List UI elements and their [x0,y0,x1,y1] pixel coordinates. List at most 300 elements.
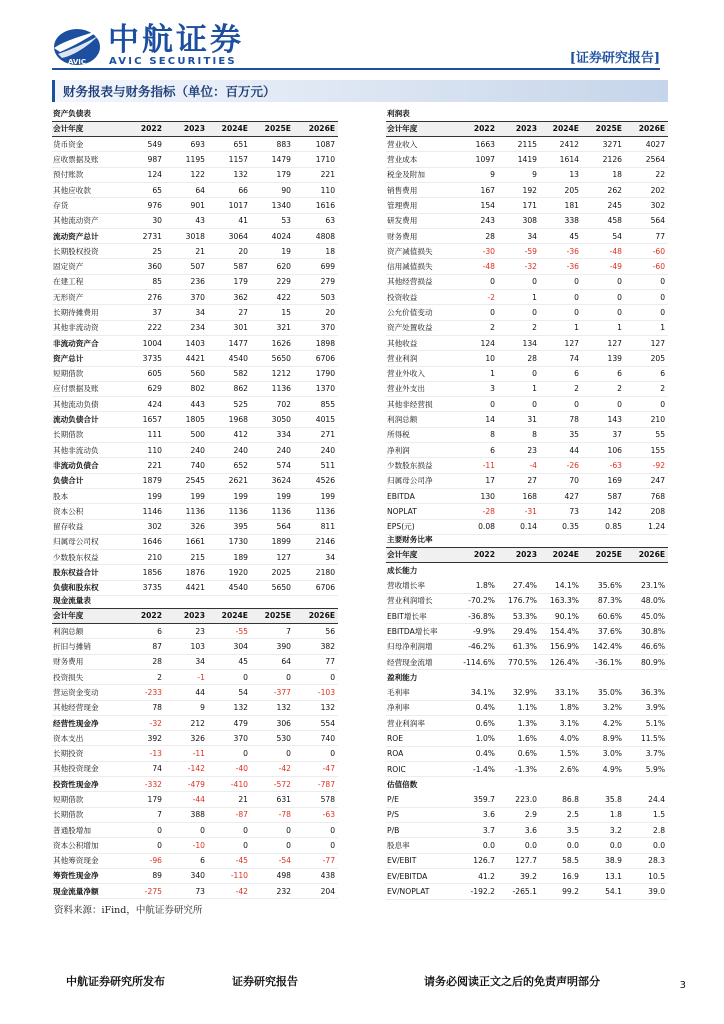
row-value: 90 [251,182,294,197]
table-row [386,504,668,519]
row-value: 0.0 [540,838,582,853]
row-value: 6 [122,624,165,639]
row-value: 770.5% [498,654,540,669]
table-row [52,792,338,807]
row-value: 0.14 [498,519,540,534]
page-number: 3 [679,980,686,991]
row-value: 77 [294,654,338,669]
row-label: 研发费用 [386,213,456,228]
row-value: 106 [582,443,625,458]
row-value: 392 [122,731,165,746]
table-section-row [386,777,668,792]
row-value: 4.0% [540,731,582,746]
row-value: 9 [165,700,208,715]
row-value: 127.7 [498,853,540,868]
row-value: 210 [625,412,668,427]
row-value: -110 [208,868,251,883]
row-value: 3.7 [456,823,498,838]
row-value: -114.6% [456,654,498,669]
row-value: 14.1% [540,578,582,593]
table-row [52,534,338,549]
row-value: 0 [625,397,668,412]
row-value: 6 [456,443,498,458]
row-label: 利润总额 [386,412,456,427]
row-value: 802 [165,381,208,396]
row-value: -47 [294,761,338,776]
row-value: 78 [122,700,165,715]
row-value: 3.6 [456,807,498,822]
row-value: -275 [122,884,165,899]
row-label: 营收增长率 [386,578,456,593]
row-value: 3.0% [582,746,625,761]
row-value: 1479 [251,152,294,167]
row-label: 信用减值损失 [386,259,456,274]
row-value: 15 [251,305,294,320]
row-value: 181 [540,198,582,213]
row-value: -9.9% [456,624,498,639]
row-value: 168 [498,488,540,503]
row-value: 39.0 [625,884,668,899]
row-label: 其他收益 [386,335,456,350]
row-value: 156.9% [540,639,582,654]
row-value: 262 [582,182,625,197]
row-value: 232 [251,884,294,899]
row-value: 0.0 [498,838,540,853]
row-label: 归属母公司权 [52,534,122,549]
table-header-row [386,121,668,136]
row-value: -233 [122,685,165,700]
row-value: 31 [498,412,540,427]
row-value: 4526 [294,473,338,488]
row-value: -2 [456,290,498,305]
row-value: 240 [165,443,208,458]
row-value: 1136 [165,504,208,519]
row-value: 243 [456,213,498,228]
brand-name-cn: 中航证券 [108,22,244,58]
row-value: 549 [122,137,165,152]
row-value: 1.8% [456,578,498,593]
row-value: 498 [251,868,294,883]
row-value: 24.4 [625,792,668,807]
table-row [386,716,668,731]
row-value: -60 [625,244,668,259]
row-value: -32 [122,715,165,730]
row-value: 1136 [294,504,338,519]
row-value: 199 [294,488,338,503]
table-row [52,305,338,320]
row-value: 1805 [165,412,208,427]
table-row [52,381,338,396]
row-value: 605 [122,366,165,381]
row-value: 54 [582,228,625,243]
row-value: 740 [165,458,208,473]
row-value: 0 [540,305,582,320]
row-value: 13 [540,167,582,182]
row-value: 652 [208,458,251,473]
row-value: 70 [540,473,582,488]
row-label: P/S [386,807,456,822]
row-value: 35.8 [582,792,625,807]
row-value: 204 [294,884,338,899]
row-label: 投资收益 [386,290,456,305]
row-value: 86.8 [540,792,582,807]
row-value: -78 [251,807,294,822]
header-year: 2026E [294,608,338,623]
row-value: 2115 [498,137,540,152]
row-value: 0 [582,305,625,320]
row-value: 0.0 [456,838,498,853]
row-value: 3050 [251,412,294,427]
table-row [386,427,668,442]
row-value: 127 [251,550,294,565]
row-value: 308 [498,213,540,228]
row-value: 3735 [122,580,165,595]
row-value: 130 [456,488,498,503]
row-label: 投资性现金净 [52,777,122,792]
row-value: 2731 [122,228,165,243]
row-value: 18 [582,167,625,182]
row-value: 1879 [122,473,165,488]
row-value: 2 [498,320,540,335]
row-label: 净利率 [386,700,456,715]
row-value: 34.1% [456,685,498,700]
row-value: 0 [294,746,338,761]
table-row [52,884,338,899]
row-value: -42 [251,761,294,776]
row-value: 479 [208,715,251,730]
row-value: 61.3% [498,639,540,654]
row-value: 276 [122,290,165,305]
row-value: 1856 [122,565,165,580]
row-value: 3064 [208,228,251,243]
row-value: 0.08 [456,519,498,534]
row-value: 0.6% [498,746,540,761]
row-value: 3624 [251,473,294,488]
table-row [52,731,338,746]
row-value: 1087 [294,137,338,152]
row-label: 预付账款 [52,167,122,182]
row-label: 非流动资产合 [52,335,122,350]
row-value: 4024 [251,228,294,243]
table-row [52,807,338,822]
row-value: 41 [208,213,251,228]
row-value: 438 [294,868,338,883]
row-value: 1898 [294,335,338,350]
row-value: 4808 [294,228,338,243]
row-value: 1097 [456,152,498,167]
row-value: 302 [122,519,165,534]
row-value: 179 [122,792,165,807]
row-value: 35.6% [582,578,625,593]
row-value: 0 [625,305,668,320]
row-label: 股东权益合计 [52,565,122,580]
row-value: 5650 [251,580,294,595]
row-value: 37.6% [582,624,625,639]
header-label: 会计年度 [386,121,456,136]
row-value: 22 [625,167,668,182]
row-value: 321 [251,320,294,335]
row-label: 营业外收入 [386,366,456,381]
row-value: 2412 [540,137,582,152]
header-year: 2024E [540,121,582,136]
row-value: 202 [625,182,668,197]
footer-doc-type: 证券研究报告 [232,975,298,988]
row-label: ROE [386,731,456,746]
row-value: 199 [165,488,208,503]
row-value: 80.9% [625,654,668,669]
row-label: 其他筹资现金 [52,853,122,868]
row-value: 127 [582,335,625,350]
header-year: 2025E [582,547,625,562]
row-value: 306 [251,715,294,730]
row-value: 171 [498,198,540,213]
table-title-row [52,593,338,608]
row-value: 45 [540,228,582,243]
row-value: 0 [540,290,582,305]
row-value: 30 [122,213,165,228]
row-value: 36.3% [625,685,668,700]
row-value: -11 [165,746,208,761]
row-value: 2.6% [540,761,582,776]
row-label: 投资损失 [52,669,122,684]
row-value: 2.5 [540,807,582,822]
row-value: 132 [294,700,338,715]
row-value: 32.9% [498,685,540,700]
row-value: 1710 [294,152,338,167]
row-value: -49 [582,259,625,274]
table-row [386,335,668,350]
row-value: 279 [294,274,338,289]
row-value: 1.5% [540,746,582,761]
table-row [386,578,668,593]
table-row [386,167,668,182]
row-value: 192 [498,182,540,197]
row-value: 163.3% [540,593,582,608]
row-label: 负债合计 [52,473,122,488]
table-row [386,228,668,243]
row-value: 6 [582,366,625,381]
table-row [386,807,668,822]
row-label: 长期投资 [52,746,122,761]
row-value: 1017 [208,198,251,213]
row-value: 412 [208,427,251,442]
row-value: 8 [498,427,540,442]
row-value: 74 [122,761,165,776]
row-value: 176.7% [498,593,540,608]
row-value: 2 [456,320,498,335]
row-value: 189 [208,550,251,565]
row-label: 资本支出 [52,731,122,746]
row-value: 56 [294,624,338,639]
row-value: 245 [582,198,625,213]
row-value: 0 [582,274,625,289]
row-value: 2 [625,381,668,396]
row-value: 554 [294,715,338,730]
header-year: 2022 [122,608,165,623]
row-value: 629 [122,381,165,396]
row-value: 29.4% [498,624,540,639]
row-value: 44 [540,443,582,458]
table-title: 资产负债表 [53,108,91,118]
row-value: 154 [456,198,498,213]
row-label: EV/EBIT [386,853,456,868]
row-label: 其他应收款 [52,182,122,197]
row-value: 41.2 [456,869,498,884]
data-source-note: 资料来源：iFind，中航证券研究所 [54,905,203,916]
row-value: 110 [294,182,338,197]
row-value: 370 [294,320,338,335]
row-value: 0 [456,305,498,320]
table-row [386,381,668,396]
row-value: 154.4% [540,624,582,639]
row-label: P/B [386,823,456,838]
row-value: 0 [456,274,498,289]
row-value: 19 [251,244,294,259]
row-label: NOPLAT [386,504,456,519]
row-value: 23 [165,624,208,639]
table-row [52,335,338,350]
table-row [386,274,668,289]
table-row [52,700,338,715]
table-row [386,366,668,381]
row-value: 126.4% [540,654,582,669]
row-value: 45 [208,654,251,669]
table-row [386,639,668,654]
row-value: 78 [540,412,582,427]
row-value: 1195 [165,152,208,167]
row-value: 302 [625,198,668,213]
row-value: 179 [208,274,251,289]
row-label: 利润总额 [52,624,122,639]
table-row [386,884,668,899]
section-banner [52,80,668,102]
row-label: 其他投资现金 [52,761,122,776]
row-value: -1 [165,669,208,684]
row-value: 271 [294,427,338,442]
row-value: 1 [498,290,540,305]
row-label: 财务费用 [52,654,122,669]
row-label: 固定资产 [52,259,122,274]
row-value: 2.8 [625,823,668,838]
row-value: 4421 [165,580,208,595]
row-label: ROA [386,746,456,761]
row-label: 长期股权投资 [52,244,122,259]
table-row [386,869,668,884]
row-value: 3.9% [625,700,668,715]
row-label: 短期借款 [52,792,122,807]
row-value: 205 [540,182,582,197]
row-value: -60 [625,259,668,274]
row-value: -572 [251,777,294,792]
table-row [52,198,338,213]
table-row [386,412,668,427]
row-value: 236 [165,274,208,289]
row-label: ROIC [386,761,456,776]
row-value: 126.7 [456,853,498,868]
row-value: 1.1% [498,700,540,715]
row-value: 699 [294,259,338,274]
row-value: 21 [165,244,208,259]
row-value: 1 [582,320,625,335]
table-row [52,624,338,639]
row-value: 811 [294,519,338,534]
row-value: 6706 [294,351,338,366]
row-value: 0.4% [456,700,498,715]
table-row [386,823,668,838]
table-row [52,290,338,305]
row-label: P/E [386,792,456,807]
row-value: 7 [122,807,165,822]
row-value: 0 [208,669,251,684]
row-value: 530 [251,731,294,746]
row-value: 45.0% [625,608,668,623]
row-value: 1340 [251,198,294,213]
row-value: 362 [208,290,251,305]
row-value: 503 [294,290,338,305]
table-row [52,274,338,289]
row-value: 199 [251,488,294,503]
table-row [386,593,668,608]
row-value: -377 [251,685,294,700]
row-value: 1899 [251,534,294,549]
row-label: 其他非流动负 [52,443,122,458]
financial-ratios-table [386,532,668,900]
header-label: 会计年度 [52,121,122,136]
row-label: 营业外支出 [386,381,456,396]
table-row [386,182,668,197]
table-row [52,761,338,776]
table-header-row [386,547,668,562]
row-value: 2545 [165,473,208,488]
row-value: 199 [122,488,165,503]
row-value: 1 [540,320,582,335]
table-row [52,488,338,503]
header-divider [52,68,660,70]
row-label: 资产总计 [52,351,122,366]
row-value: 142 [582,504,625,519]
row-value: 693 [165,137,208,152]
row-value: 1146 [122,504,165,519]
row-value: 1657 [122,412,165,427]
row-value: 1.5 [625,807,668,822]
row-value: 5.9% [625,761,668,776]
row-value: 6 [540,366,582,381]
row-value: 1.3% [498,716,540,731]
header-year: 2026E [625,547,668,562]
row-value: 11.5% [625,731,668,746]
row-value: 390 [251,639,294,654]
row-value: 33.1% [540,685,582,700]
row-label: EV/EBITDA [386,869,456,884]
row-value: -42 [208,884,251,899]
row-value: -36.8% [456,608,498,623]
table-row [386,473,668,488]
row-value: 23 [498,443,540,458]
row-value: 2025 [251,565,294,580]
row-value: -11 [456,458,498,473]
row-value: 427 [540,488,582,503]
row-value: 1730 [208,534,251,549]
row-value: -28 [456,504,498,519]
table-row [386,700,668,715]
header-label: 会计年度 [52,608,122,623]
row-value: 73 [540,504,582,519]
row-value: 1136 [251,381,294,396]
row-value: -44 [165,792,208,807]
table-title-row [386,106,668,121]
row-label: 应收票据及账 [52,152,122,167]
row-value: 768 [625,488,668,503]
